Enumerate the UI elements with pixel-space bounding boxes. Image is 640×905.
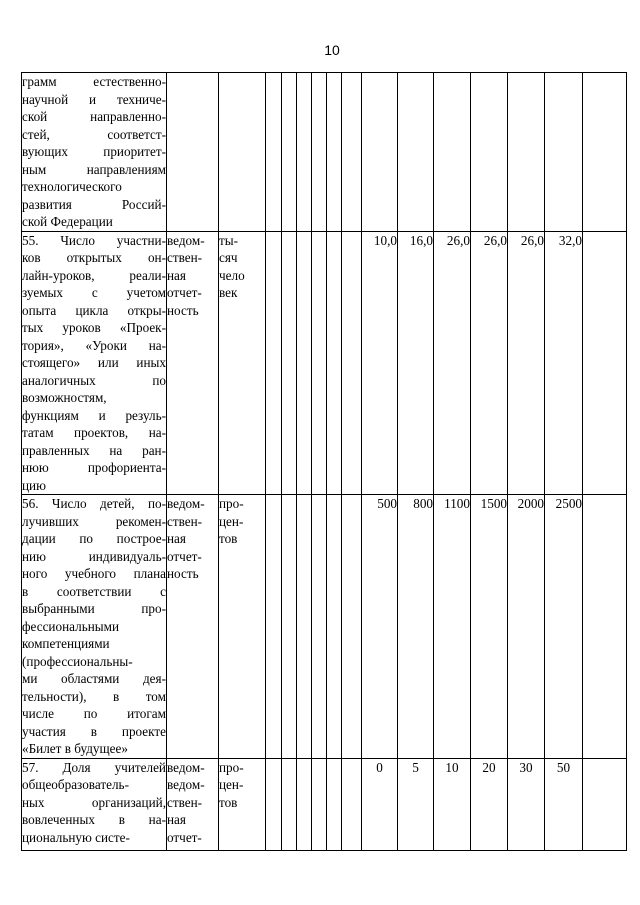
indicator-name-line: компетенциями: [22, 636, 110, 651]
indicator-name-line: вующих приоритет-: [22, 144, 166, 159]
empty-cell: [312, 231, 327, 495]
unit-line: цен-: [219, 777, 244, 792]
empty-cell: [583, 758, 627, 850]
data-source-cell: [167, 231, 219, 495]
data-source-line: отчет-: [167, 285, 202, 300]
indicator-name-line: 55. Число участни-: [22, 232, 166, 248]
indicator-name-line: 57. Доля учителей: [22, 759, 166, 775]
indicator-name-line: ным направлениям: [22, 161, 166, 177]
value-cell: 16,0: [398, 231, 434, 495]
unit-line: цен-: [219, 513, 244, 529]
unit-line: ты-: [219, 232, 239, 248]
indicator-name-cell: [22, 73, 167, 232]
indicator-name-cell: [22, 495, 167, 759]
empty-cell: [342, 495, 362, 759]
value-cell: [398, 73, 434, 232]
empty-cell: [583, 495, 627, 759]
data-source-line: ная: [167, 812, 186, 827]
indicator-name-line: тых уроков «Проек-: [22, 320, 166, 335]
value-cell: 30: [508, 758, 545, 850]
empty-cell: [266, 495, 282, 759]
indicator-name-line: опыта цикла откры-: [22, 302, 166, 318]
data-source-line: ведом-: [167, 777, 205, 792]
unit-line: тов: [219, 531, 238, 546]
indicator-name-line: возможностям,: [22, 390, 107, 405]
empty-cell: [297, 495, 312, 759]
indicator-name-line: стей, соответст-: [22, 126, 166, 142]
indicator-name-line: татам проектов, на-: [22, 425, 166, 440]
value-cell: [362, 73, 398, 232]
value-cell: 10: [434, 758, 471, 850]
table-row: [22, 231, 627, 495]
indicator-name-line: технологического: [22, 179, 122, 194]
indicator-name-line: научной и техниче-: [22, 91, 166, 107]
value-cell: [434, 73, 471, 232]
empty-cell: [583, 73, 627, 232]
unit-cell: [219, 73, 266, 232]
indicator-name-line: «Билет в будущее»: [22, 741, 128, 756]
indicator-name-line: участия в проекте: [22, 723, 166, 739]
indicator-name-line: нюю профориента-: [22, 460, 166, 475]
empty-cell: [583, 231, 627, 495]
empty-cell: [266, 758, 282, 850]
data-source-cell: [167, 495, 219, 759]
value-cell: 1500: [471, 495, 508, 759]
data-source-line: ная: [167, 531, 186, 546]
empty-cell: [282, 231, 297, 495]
empty-cell: [297, 73, 312, 232]
unit-line: чело: [219, 267, 245, 283]
unit-line: про-: [219, 496, 244, 511]
indicator-name-line: лайн-уроков, реали-: [22, 267, 166, 283]
indicator-name-line: тельности), в том: [22, 688, 166, 704]
data-source-line: ведом-: [167, 232, 205, 248]
empty-cell: [312, 73, 327, 232]
empty-cell: [312, 758, 327, 850]
indicator-name-line: фессиональными: [22, 618, 120, 634]
empty-cell: [297, 231, 312, 495]
value-cell: 500: [362, 495, 398, 759]
indicator-name-line: ми областями дея-: [22, 671, 166, 686]
data-source-line: ность: [167, 302, 199, 318]
indicator-name-line: тория», «Уроки на-: [22, 337, 166, 353]
indicator-name-line: ных организаций,: [22, 794, 166, 810]
indicator-name-cell: [22, 758, 167, 850]
table-row: [22, 758, 627, 850]
indicator-name-line: развития Россий-: [22, 196, 166, 212]
page-number: 10: [324, 42, 340, 58]
data-source-line: отчет-: [167, 829, 202, 845]
empty-cell: [266, 231, 282, 495]
data-source-line: ствен-: [167, 513, 203, 529]
value-cell: 26,0: [508, 231, 545, 495]
indicator-name-line: дации по построе-: [22, 531, 166, 546]
indicator-name-line: лучивших рекомен-: [22, 513, 166, 529]
indicator-name-line: общеобразователь-: [22, 777, 129, 792]
indicator-name-line: (профессиональны-: [22, 653, 133, 669]
indicator-name-line: ного учебного плана: [22, 566, 166, 581]
table-row: [22, 495, 627, 759]
indicator-name-line: стоящего» или иных: [22, 355, 166, 370]
indicator-name-line: аналогичных по: [22, 372, 166, 388]
value-cell: 20: [471, 758, 508, 850]
value-cell: 0: [362, 758, 398, 850]
table-row: [22, 73, 627, 232]
indicator-name-line: ской Федерации: [22, 214, 113, 229]
indicator-name-line: выбранными про-: [22, 601, 166, 616]
data-source-line: ведом-: [167, 759, 205, 775]
empty-cell: [282, 495, 297, 759]
indicator-name-line: правленных на ран-: [22, 442, 166, 458]
value-cell: [471, 73, 508, 232]
value-cell: 50: [545, 758, 583, 850]
data-source-line: ность: [167, 566, 199, 581]
value-cell: 10,0: [362, 231, 398, 495]
value-cell: 2000: [508, 495, 545, 759]
indicators-table: [21, 72, 627, 851]
indicator-name-line: ской направленно-: [22, 109, 166, 124]
empty-cell: [327, 231, 342, 495]
indicator-name-line: ков открытых он-: [22, 250, 166, 265]
data-source-cell: [167, 73, 219, 232]
empty-cell: [342, 231, 362, 495]
data-source-line: ствен-: [167, 250, 203, 265]
data-source-cell: [167, 758, 219, 850]
empty-cell: [342, 73, 362, 232]
indicator-name-cell: [22, 231, 167, 495]
value-cell: [508, 73, 545, 232]
data-source-line: ствен-: [167, 794, 203, 810]
value-cell: 1100: [434, 495, 471, 759]
value-cell: 26,0: [434, 231, 471, 495]
indicator-name-line: нию индивидуаль-: [22, 548, 166, 564]
indicator-name-line: в соответствии с: [22, 583, 166, 599]
empty-cell: [266, 73, 282, 232]
unit-line: сяч: [219, 250, 238, 265]
unit-cell: [219, 231, 266, 495]
unit-line: тов: [219, 794, 238, 810]
empty-cell: [312, 495, 327, 759]
indicator-name-line: функциям и резуль-: [22, 407, 166, 423]
value-cell: 32,0: [545, 231, 583, 495]
unit-cell: [219, 495, 266, 759]
unit-cell: [219, 758, 266, 850]
empty-cell: [297, 758, 312, 850]
value-cell: 26,0: [471, 231, 508, 495]
indicator-name-line: 56. Число детей, по-: [22, 496, 166, 511]
empty-cell: [282, 758, 297, 850]
indicator-name-line: числе по итогам: [22, 706, 166, 721]
unit-line: век: [219, 285, 238, 300]
data-source-line: ная: [167, 267, 186, 283]
empty-cell: [282, 73, 297, 232]
value-cell: [545, 73, 583, 232]
empty-cell: [327, 495, 342, 759]
empty-cell: [327, 758, 342, 850]
indicator-name-line: циональную систе-: [22, 829, 130, 845]
data-source-line: ведом-: [167, 496, 205, 511]
data-source-line: отчет-: [167, 548, 202, 564]
value-cell: 5: [398, 758, 434, 850]
indicator-name-line: зуемых с учетом: [22, 285, 166, 300]
unit-line: про-: [219, 759, 244, 775]
indicator-name-line: цию: [22, 477, 46, 493]
value-cell: 800: [398, 495, 434, 759]
value-cell: 2500: [545, 495, 583, 759]
empty-cell: [327, 73, 342, 232]
empty-cell: [342, 758, 362, 850]
indicator-name-line: грамм естественно-: [22, 74, 166, 89]
indicator-name-line: вовлеченных в на-: [22, 812, 166, 827]
